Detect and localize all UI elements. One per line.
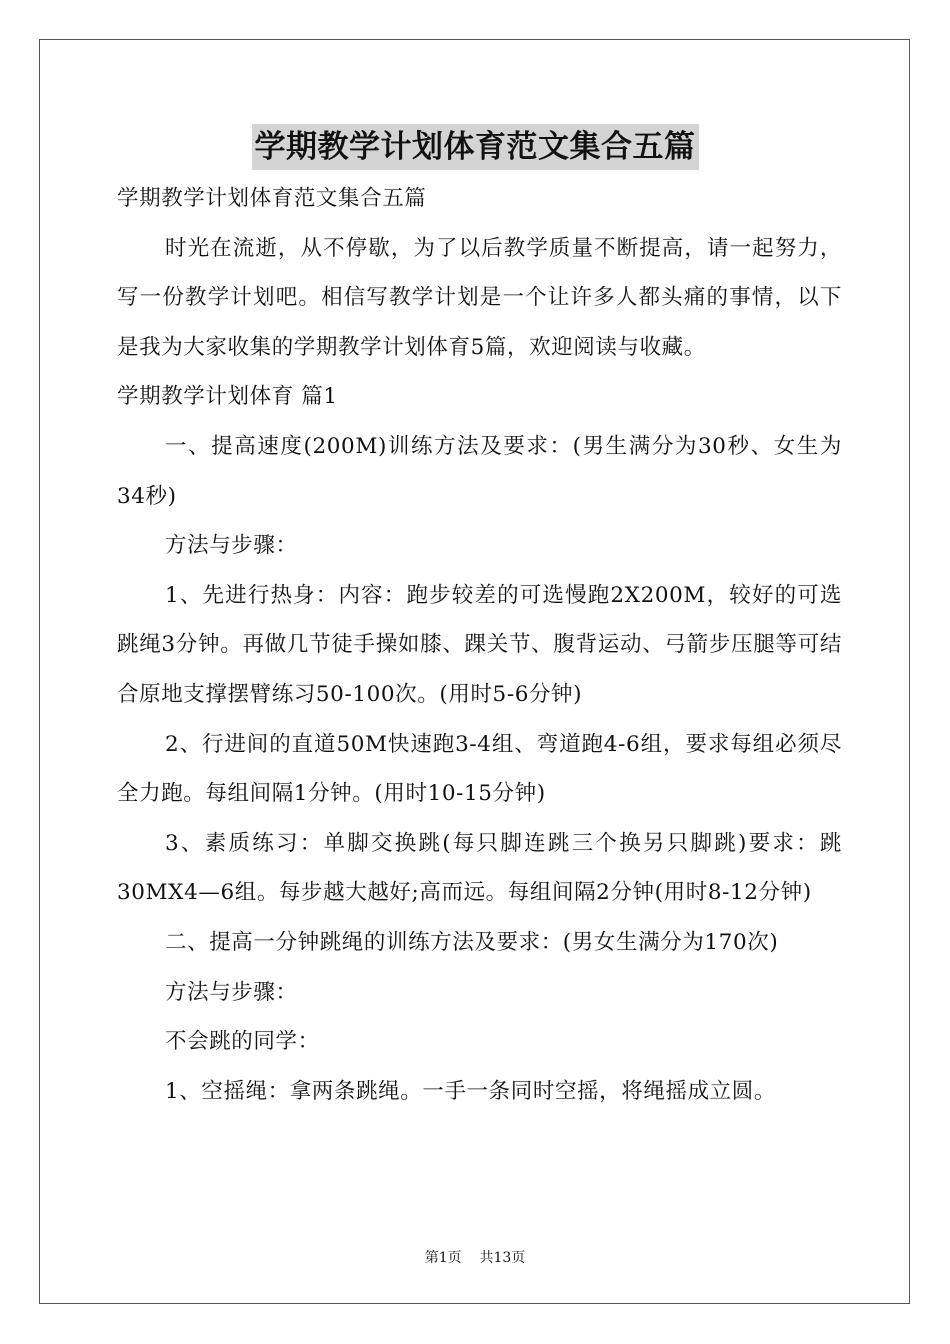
subtitle-line: 学期教学计划体育范文集合五篇 — [117, 186, 427, 211]
body-paragraph: 一、提高速度(200M)训练方法及要求：(男生满分为30秒、女生为34秒) — [117, 433, 842, 509]
body-paragraph: 不会跳的同学： — [165, 1029, 320, 1055]
body-paragraph: 方法与步骤： — [165, 533, 298, 559]
body-paragraph: 1、先进行热身：内容：跑步较差的可选慢跑2X200M，较好的可选跳绳3分钟。再做几节徒手操如膝、踝关节、腹背运动、弓箭步压腿等可结合原地支撑摆臂练习50-100次。(用时5-6分钟) — [117, 582, 842, 707]
body-paragraph: 方法与步骤： — [165, 979, 298, 1005]
intro-paragraph: 时光在流逝，从不停歇，为了以后教学质量不断提高，请一起努力，写一份教学计划吧。相信写教学计划是一个让许多人都头痛的事情，以下是我为大家收集的学期教学计划体育5篇，欢迎阅读与收藏。 — [117, 235, 842, 360]
document-body — [117, 174, 842, 1116]
body-paragraph: 1、空摇绳：拿两条跳绳。一手一条同时空摇，将绳摇成立圆。 — [165, 1078, 776, 1104]
section-heading: 学期教学计划体育 篇1 — [117, 384, 338, 410]
body-paragraph: 2、行进间的直道50M快速跑3-4组、弯道跑4-6组，要求每组必须尽全力跑。每组间隔1分钟。(用时10-15分钟) — [117, 731, 842, 807]
page-footer — [0, 1248, 950, 1268]
body-paragraph: 3、素质练习：单脚交换跳(每只脚连跳三个换另只脚跳)要求：跳30MX4—6组。每步越大越好;高而远。每组间隔2分钟(用时8-12分钟) — [117, 830, 842, 906]
document-title: 学期教学计划体育范文集合五篇 — [252, 124, 699, 170]
body-paragraph: 二、提高一分钟跳绳的训练方法及要求：(男女生满分为170次) — [165, 929, 779, 955]
page-number: 第1页 共13页 — [424, 1250, 526, 1266]
title-container — [0, 124, 950, 170]
